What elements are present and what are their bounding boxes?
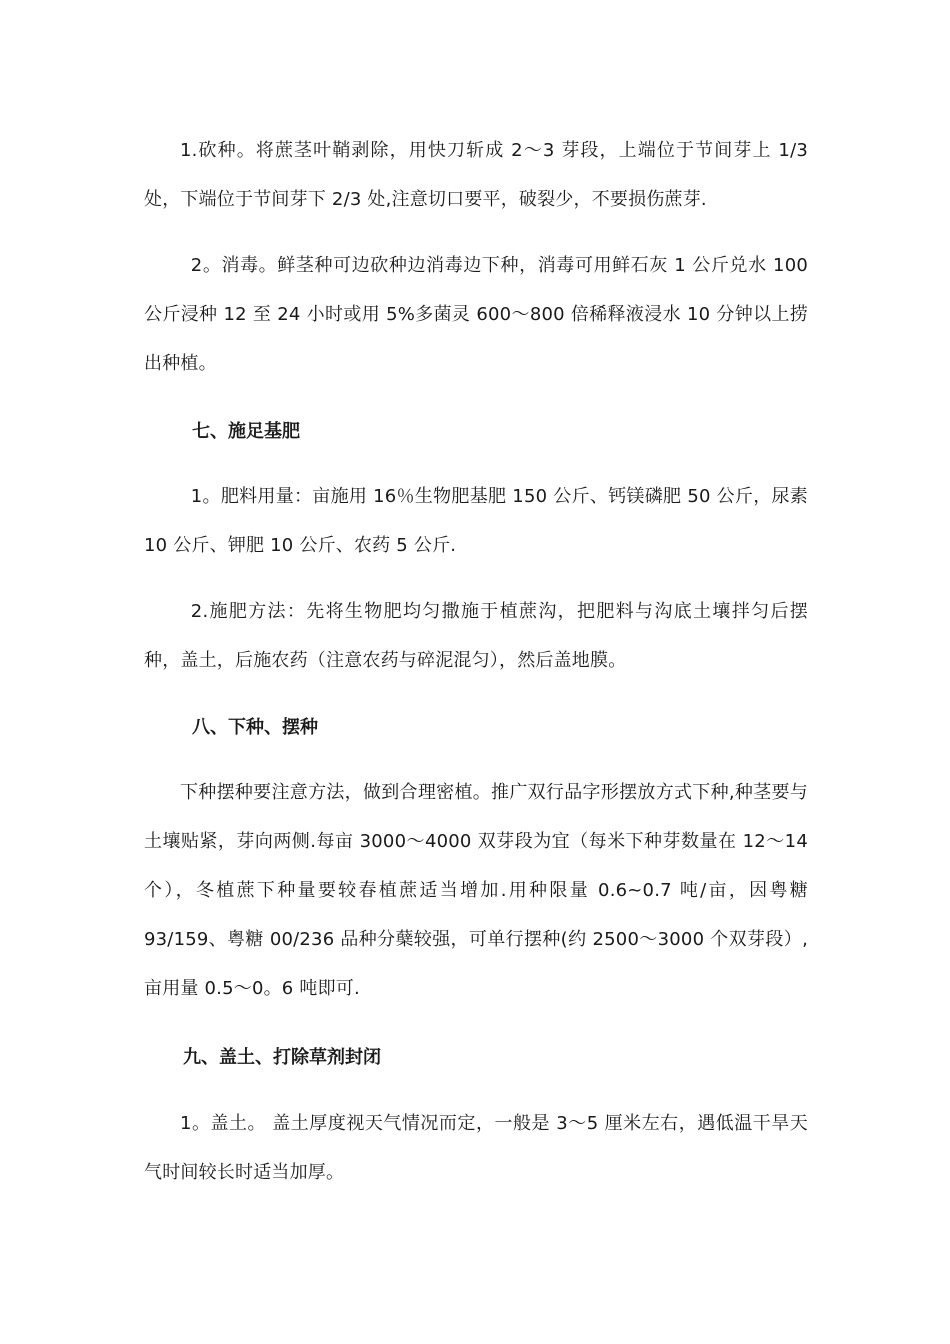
paragraph-fertilizer-amount: 1。肥料用量：亩施用 16％生物肥基肥 150 公斤、钙镁磷肥 50 公斤，尿素 10 公斤、钾肥 10 公斤、农药 5 公斤. (144, 486, 808, 556)
paragraph-sowing-method: 下种摆种要注意方法，做到合理密植。推广双行品字形摆放方式下种,种茎要与土壤贴紧，芽向两侧.每亩 3000～4000 双芽段为宜（每米下种芽数量在 12～14 个），冬植蔗下种量要较春植蔗适当增加.用种限量 0.6~0.7 吨/亩，因粤糖 93/159、粤糖 00/236 品种分蘖较强，可单行摆种(约 2500～3000 个双芽段）,亩用量 0.5～0。6 吨即可. (144, 782, 808, 999)
paragraph-disinfection: 2。消毒。鲜茎种可边砍种边消毒边下种，消毒可用鲜石灰 1 公斤兑水 100 公斤浸种 12 至 24 小时或用 5%多菌灵 600～800 倍稀释液浸水 10 分钟以上捞出种植。 (144, 255, 808, 374)
paragraph-fertilizer-method: 2.施肥方法：先将生物肥均匀撒施于植蔗沟，把肥料与沟底土壤拌匀后摆种，盖土，后施农药（注意农药与碎泥混匀），然后盖地膜。 (144, 601, 808, 671)
paragraph-cutting-seed: 1.砍种。将蔗茎叶鞘剥除，用快刀斩成 2～3 芽段，上端位于节间芽上 1/3 处，下端位于节间芽下 2/3 处,注意切口要平，破裂少，不要损伤蔗芽. (144, 140, 808, 210)
paragraph-soil-cover: 1。盖土。 盖土厚度视天气情况而定，一般是 3～5 厘米左右，遇低温干旱天气时间较长时适当加厚。 (144, 1113, 808, 1183)
heading-sowing: 八、下种、摆种 (192, 717, 318, 738)
heading-base-fertilizer: 七、施足基肥 (192, 421, 300, 442)
heading-soil-cover-herbicide: 九、盖土、打除草剂封闭 (183, 1047, 381, 1068)
